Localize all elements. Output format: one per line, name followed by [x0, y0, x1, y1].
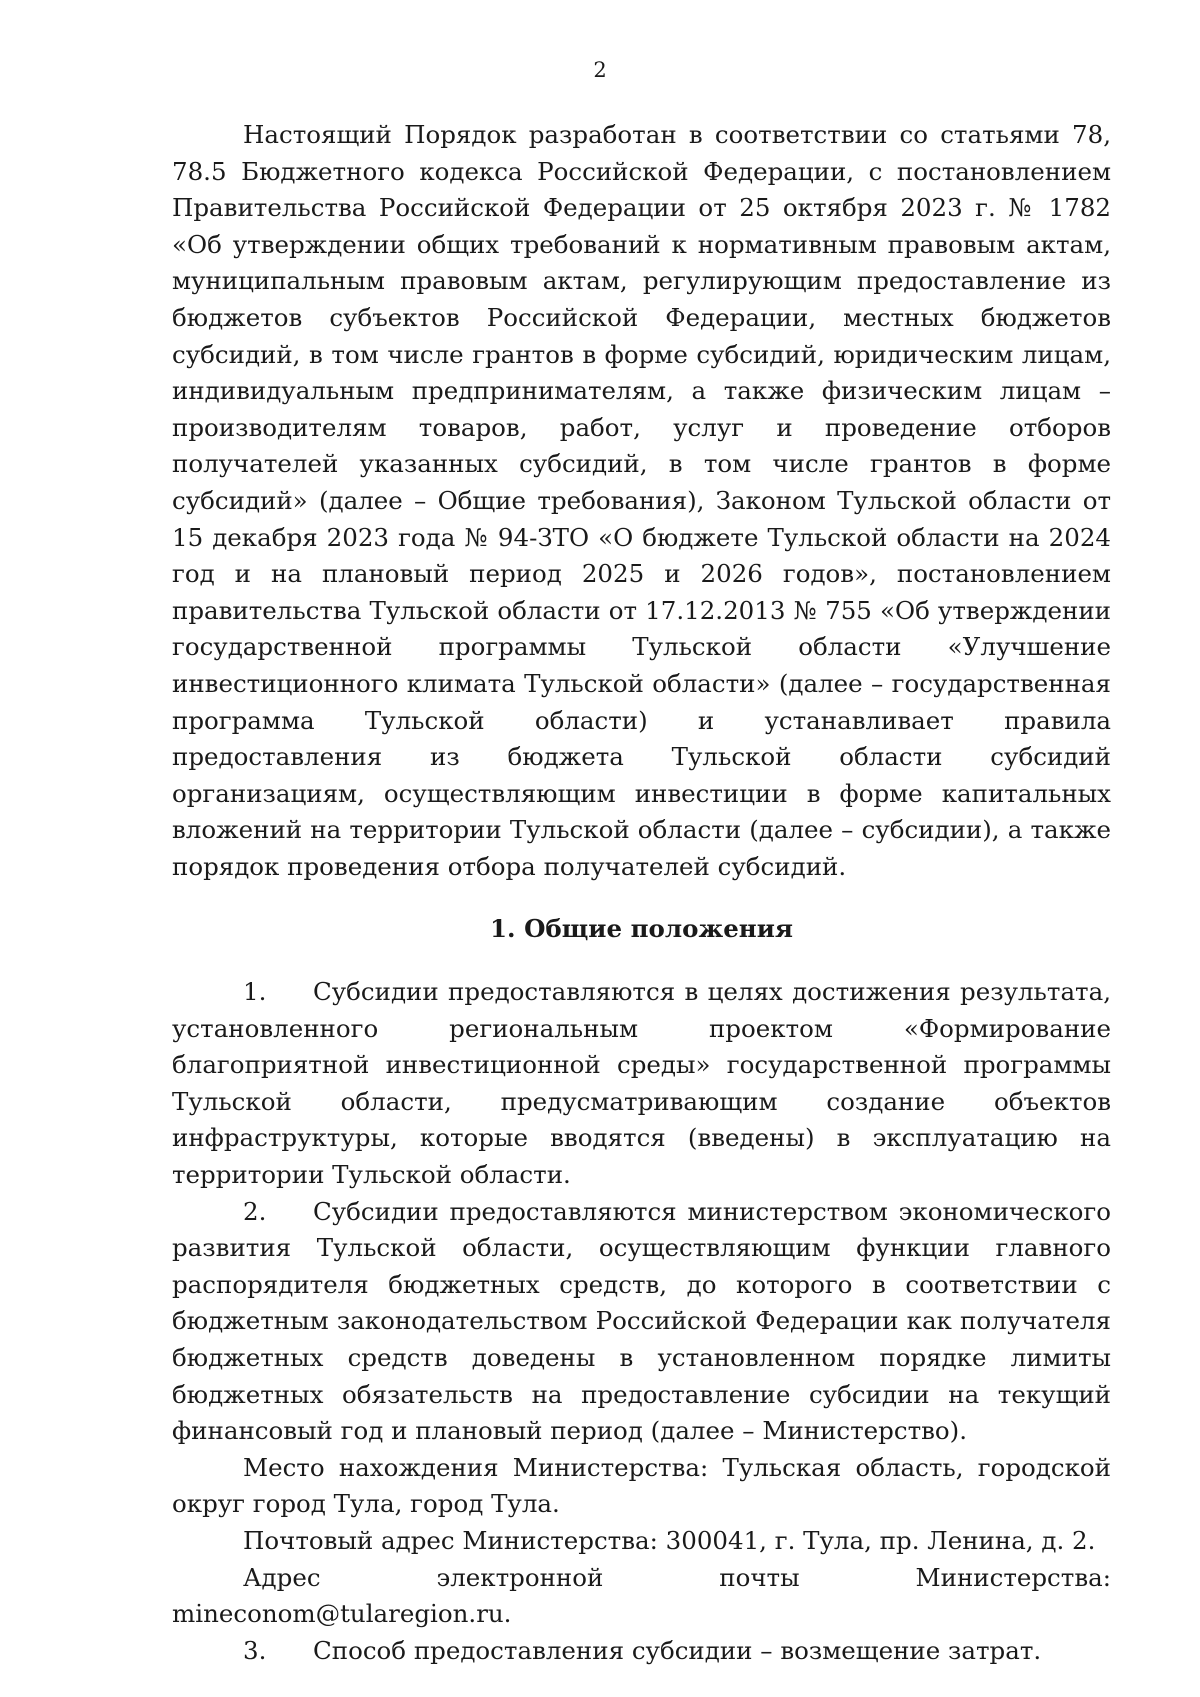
list-item-2-number: 2.: [243, 1196, 267, 1226]
list-item-1-number: 1.: [243, 977, 267, 1007]
list-item-1-text: Субсидии предоставляются в целях достижения результата, установленного региональным проектом «Формирование благоприятной инвестиционной среды» государственной программы Тульской области, предусматривающим создание объектов инфраструктуры, которые вводятся (введены) в эксплуатацию на территории Тульской области.: [172, 977, 1111, 1190]
postal-address: Почтовый адрес Министерства: 300041, г. Тула, пр. Ленина, д. 2.: [243, 1525, 1096, 1555]
intro-paragraph: Настоящий Порядок разработан в соответствии со статьями 78, 78.5 Бюджетного кодекса Российской Федерации, с постановлением Правительства Российской Федерации от 25 октября 2023 г. № 1782 «Об утверждении общих требований к нормативным правовым актам, муниципальным правовым актам, регулирующим предоставление из бюджетов субъектов Российской Федерации, местных бюджетов субсидий, в том числе грантов в форме субсидий, юридическим лицам, индивидуальным предпринимателям, а также физическим лицам – производителям товаров, работ, услуг и проведение отборов получателей указанных субсидий, в том числе грантов в форме субсидий» (далее – Общие требования), Законом Тульской области от 15 декабря 2023 года № 94-ЗТО «О бюджете Тульской области на 2024 год и на плановый период 2025 и 2026 годов», постановлением правительства Тульской области от 17.12.2013 № 755 «Об утверждении государственной программы Тульской области «Улучшение инвестиционного климата Тульской области» (далее – государственная программа Тульской области) и устанавливает правила предоставления из бюджета Тульской области субсидий организациям, осуществляющим инвестиции в форме капитальных вложений на территории Тульской области (далее – субсидии), а также порядок проведения отбора получателей субсидий.: [172, 120, 1111, 881]
list-item-3-number: 3.: [243, 1635, 267, 1665]
list-item-3: [172, 1633, 1111, 1670]
list-item-3-text: Способ предоставления субсидии – возмещение затрат.: [313, 1635, 1042, 1665]
list-item-1: [172, 974, 1111, 1194]
location-paragraph: Место нахождения Министерства: Тульская область, городской округ город Тула, город Тула.: [172, 1452, 1111, 1519]
list-item-2: [172, 1194, 1111, 1450]
page-number: 2: [593, 58, 607, 82]
document-body: [172, 117, 1111, 1669]
section-heading: 1. Общие положения: [489, 914, 793, 944]
email-address: Адрес электронной почты Министерства: mineconom@tularegion.ru.: [172, 1562, 1111, 1629]
list-item-2-text: Субсидии предоставляются министерством экономического развития Тульской области, осуществляющим функции главного распорядителя бюджетных средств, до которого в соответствии с бюджетным законодательством Российской Федерации как получателя бюджетных средств доведены в установленном порядке лимиты бюджетных обязательств на предоставление субсидии на текущий финансовый год и плановый период (далее – Министерство).: [172, 1196, 1111, 1446]
